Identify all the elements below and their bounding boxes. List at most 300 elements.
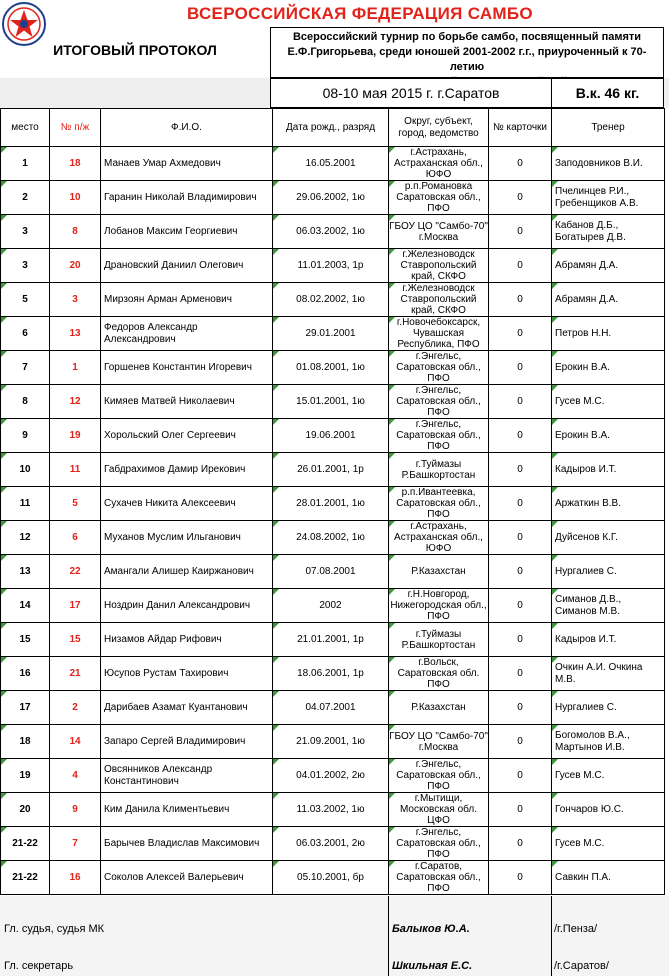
comment-marker-icon	[389, 793, 395, 799]
cell-num	[50, 827, 101, 861]
fio-value: Барычев Владислав Максимович	[104, 837, 260, 849]
region-value: г.Энгельс, Саратовская обл., ПФО	[396, 827, 481, 860]
table-row	[1, 181, 665, 215]
coach-value: Заподовников В.И.	[555, 157, 643, 169]
cell-num	[50, 419, 101, 453]
col-dob-header: Дата рожд., разряд	[273, 109, 389, 147]
cell-fio	[101, 487, 273, 521]
comment-marker-icon	[552, 249, 558, 255]
cell-dob	[273, 147, 389, 181]
place-value: 5	[22, 294, 28, 305]
cell-dob	[273, 691, 389, 725]
comment-marker-icon	[389, 385, 395, 391]
table-row	[1, 725, 665, 759]
cell-card	[489, 589, 552, 623]
region-value: р.п.Романовка Саратовская обл., ПФО	[396, 181, 481, 214]
cell-fio	[101, 453, 273, 487]
cell-place	[1, 317, 50, 351]
dob-value: 29.01.2001	[305, 328, 356, 339]
comment-marker-icon	[1, 215, 7, 221]
table-row	[1, 487, 665, 521]
comment-marker-icon	[273, 249, 279, 255]
comment-marker-icon	[389, 215, 395, 221]
comment-marker-icon	[273, 759, 279, 765]
comment-marker-icon	[389, 453, 395, 459]
cell-coach	[552, 419, 665, 453]
cell-place	[1, 351, 50, 385]
dob-value: 2002	[319, 600, 342, 611]
card-value: 0	[517, 770, 523, 781]
comment-marker-icon	[552, 657, 558, 663]
num-value: 16	[69, 872, 81, 883]
region-value: р.п.Ивантеевка, Саратовская обл., ПФО	[396, 487, 481, 520]
fio-value: Габдрахимов Дамир Ирекович	[104, 463, 246, 475]
table-row	[1, 249, 665, 283]
cell-region	[389, 589, 489, 623]
cell-card	[489, 861, 552, 895]
weight-class: В.к. 46 кг.	[551, 78, 664, 108]
comment-marker-icon	[273, 589, 279, 595]
cell-num	[50, 351, 101, 385]
fio-value: Гаранин Николай Владимирович	[104, 191, 257, 203]
cell-card	[489, 555, 552, 589]
dob-value: 16.05.2001	[305, 158, 356, 169]
coach-value: Очкин А.И. Очкина М.В.	[555, 661, 643, 685]
cell-place	[1, 691, 50, 725]
cell-num	[50, 589, 101, 623]
fio-value: Запаро Сергей Владимирович	[104, 735, 246, 747]
comment-marker-icon	[552, 181, 558, 187]
dob-value: 06.03.2002, 1ю	[296, 226, 365, 237]
comment-marker-icon	[389, 555, 395, 561]
card-value: 0	[517, 158, 523, 169]
table-row	[1, 827, 665, 861]
cell-fio	[101, 793, 273, 827]
num-value: 5	[72, 498, 78, 509]
comment-marker-icon	[552, 215, 558, 221]
table-row	[1, 623, 665, 657]
cell-region	[389, 249, 489, 283]
chief-judge-label: Гл. судья, судья МК	[4, 923, 105, 935]
table-row	[1, 589, 665, 623]
cell-region	[389, 521, 489, 555]
cell-region	[389, 759, 489, 793]
cell-dob	[273, 351, 389, 385]
comment-marker-icon	[552, 759, 558, 765]
cell-place	[1, 283, 50, 317]
coach-value: Гусев М.С.	[555, 769, 605, 781]
cell-fio	[101, 589, 273, 623]
tournament-line-1: Всероссийский турнир по борьбе самбо, посвященный памяти	[292, 31, 642, 43]
coach-value: Кадыров И.Т.	[555, 463, 617, 475]
fio-value: Соколов Алексей Валерьевич	[104, 871, 244, 883]
cell-num	[50, 487, 101, 521]
cell-fio	[101, 317, 273, 351]
dob-value: 08.02.2002, 1ю	[296, 294, 365, 305]
table-row	[1, 283, 665, 317]
card-value: 0	[517, 498, 523, 509]
comment-marker-icon	[1, 793, 7, 799]
card-value: 0	[517, 328, 523, 339]
cell-num	[50, 521, 101, 555]
cell-place	[1, 385, 50, 419]
chief-judge-name: Балыков Ю.А.	[392, 923, 470, 935]
cell-card	[489, 657, 552, 691]
footer-divider	[388, 896, 389, 976]
comment-marker-icon	[389, 487, 395, 493]
comment-marker-icon	[389, 181, 395, 187]
coach-value: Дуйсенов К.Г.	[555, 531, 618, 543]
place-value: 6	[22, 328, 28, 339]
cell-coach	[552, 215, 665, 249]
col-card-header: № карточки	[489, 109, 552, 147]
date-place: 08-10 мая 2015 г. г.Саратов	[270, 78, 552, 108]
fio-value: Низамов Айдар Рифович	[104, 633, 222, 645]
region-value: г.Железноводск Ставропольский край, СКФО	[400, 283, 477, 316]
fio-value: Ким Данила Климентьевич	[104, 803, 230, 815]
num-value: 3	[72, 294, 78, 305]
cell-place	[1, 827, 50, 861]
cell-card	[489, 453, 552, 487]
card-value: 0	[517, 362, 523, 373]
table-body	[1, 147, 665, 895]
coach-value: Абрамян Д.А.	[555, 293, 619, 305]
cell-card	[489, 827, 552, 861]
num-value: 4	[72, 770, 78, 781]
cell-num	[50, 861, 101, 895]
cell-coach	[552, 283, 665, 317]
dob-value: 21.01.2001, 1р	[297, 634, 364, 645]
cell-fio	[101, 249, 273, 283]
region-value: г.Энгельс, Саратовская обл., ПФО	[396, 419, 481, 452]
cell-region	[389, 861, 489, 895]
place-value: 21-22	[12, 872, 38, 883]
cell-num	[50, 555, 101, 589]
comment-marker-icon	[1, 759, 7, 765]
comment-marker-icon	[389, 759, 395, 765]
card-value: 0	[517, 702, 523, 713]
cell-coach	[552, 317, 665, 351]
dob-value: 04.01.2002, 2ю	[296, 770, 365, 781]
place-value: 21-22	[12, 838, 38, 849]
region-value: г.Туймазы Р.Башкортостан	[401, 458, 476, 481]
cell-fio	[101, 147, 273, 181]
place-value: 9	[22, 430, 28, 441]
comment-marker-icon	[273, 521, 279, 527]
cell-dob	[273, 419, 389, 453]
comment-marker-icon	[1, 725, 7, 731]
cell-coach	[552, 793, 665, 827]
cell-fio	[101, 657, 273, 691]
comment-marker-icon	[389, 283, 395, 289]
coach-value: Пчелинцев Р.И., Гребенщиков А.В.	[555, 185, 639, 209]
cell-coach	[552, 589, 665, 623]
comment-marker-icon	[389, 419, 395, 425]
comment-marker-icon	[1, 589, 7, 595]
cell-coach	[552, 861, 665, 895]
region-value: г.Астрахань, Астраханская обл., ЮФО	[394, 147, 483, 180]
card-value: 0	[517, 226, 523, 237]
cell-region	[389, 725, 489, 759]
fio-value: Овсянников Александр Константинович	[104, 763, 213, 787]
federation-logo	[2, 2, 46, 46]
fio-value: Амангали Алишер Каиржанович	[104, 565, 254, 577]
dob-value: 11.01.2003, 1р	[297, 260, 364, 271]
protocol-title: ИТОГОВЫЙ ПРОТОКОЛ	[53, 42, 217, 58]
place-value: 19	[19, 770, 31, 781]
cell-coach	[552, 385, 665, 419]
cell-place	[1, 725, 50, 759]
cell-fio	[101, 555, 273, 589]
comment-marker-icon	[389, 521, 395, 527]
secretary-name: Шкильная Е.С.	[392, 960, 473, 972]
cell-place	[1, 861, 50, 895]
place-value: 18	[19, 736, 31, 747]
comment-marker-icon	[389, 249, 395, 255]
cell-coach	[552, 351, 665, 385]
coach-value: Абрамян Д.А.	[555, 259, 619, 271]
region-value: г.Астрахань, Астраханская обл., ЮФО	[394, 521, 483, 554]
col-region-header: Округ, субъект, город, ведомство	[389, 109, 489, 147]
cell-card	[489, 691, 552, 725]
cell-place	[1, 215, 50, 249]
comment-marker-icon	[389, 691, 395, 697]
cell-card	[489, 793, 552, 827]
cell-place	[1, 589, 50, 623]
cell-dob	[273, 589, 389, 623]
cell-region	[389, 419, 489, 453]
cell-card	[489, 283, 552, 317]
region-value: ГБОУ ЦО "Самбо-70" г.Москва	[389, 220, 488, 243]
card-value: 0	[517, 430, 523, 441]
cell-dob	[273, 249, 389, 283]
coach-value: Ерокин В.А.	[555, 361, 610, 373]
cell-dob	[273, 453, 389, 487]
cell-card	[489, 521, 552, 555]
cell-fio	[101, 181, 273, 215]
comment-marker-icon	[273, 453, 279, 459]
card-value: 0	[517, 600, 523, 611]
cell-num	[50, 249, 101, 283]
table-row	[1, 861, 665, 895]
cell-dob	[273, 317, 389, 351]
fio-value: Сухачев Никита Алексеевич	[104, 497, 236, 509]
cell-place	[1, 521, 50, 555]
comment-marker-icon	[1, 419, 7, 425]
comment-marker-icon	[552, 351, 558, 357]
cell-num	[50, 691, 101, 725]
num-value: 10	[69, 192, 81, 203]
table-row	[1, 793, 665, 827]
cell-num	[50, 147, 101, 181]
federation-title: ВСЕРОССИЙСКАЯ ФЕДЕРАЦИЯ САМБО	[187, 4, 533, 23]
cell-region	[389, 351, 489, 385]
coach-value: Гончаров Ю.С.	[555, 803, 624, 815]
fio-value: Горшенев Константин Игоревич	[104, 361, 252, 373]
table-row	[1, 419, 665, 453]
cell-fio	[101, 861, 273, 895]
num-value: 2	[72, 702, 78, 713]
comment-marker-icon	[389, 317, 395, 323]
cell-coach	[552, 453, 665, 487]
cell-num	[50, 657, 101, 691]
comment-marker-icon	[273, 317, 279, 323]
tournament-line-2: Е.Ф.Григорьева, среди юношей 2001-2002 г.г., приуроченный к 70-летию	[287, 46, 647, 73]
region-value: Р.Казахстан	[411, 566, 466, 577]
comment-marker-icon	[273, 657, 279, 663]
card-value: 0	[517, 566, 523, 577]
num-value: 1	[72, 362, 78, 373]
cell-coach	[552, 555, 665, 589]
fio-value: Манаев Умар Ахмедович	[104, 157, 221, 169]
comment-marker-icon	[1, 555, 7, 561]
coach-value: Ерокин В.А.	[555, 429, 610, 441]
comment-marker-icon	[552, 419, 558, 425]
cell-num	[50, 385, 101, 419]
comment-marker-icon	[1, 181, 7, 187]
table-row	[1, 657, 665, 691]
num-value: 20	[69, 260, 81, 271]
comment-marker-icon	[552, 861, 558, 867]
card-value: 0	[517, 838, 523, 849]
comment-marker-icon	[552, 521, 558, 527]
table-row	[1, 521, 665, 555]
cell-fio	[101, 351, 273, 385]
cell-place	[1, 793, 50, 827]
coach-value: Симанов Д.В., Симанов М.В.	[555, 593, 622, 617]
place-value: 16	[19, 668, 31, 679]
comment-marker-icon	[552, 385, 558, 391]
table-row	[1, 351, 665, 385]
region-value: г.Железноводск Ставропольский край, СКФО	[400, 249, 477, 282]
cell-num	[50, 215, 101, 249]
comment-marker-icon	[1, 453, 7, 459]
cell-coach	[552, 657, 665, 691]
comment-marker-icon	[273, 691, 279, 697]
comment-marker-icon	[1, 283, 7, 289]
num-value: 14	[69, 736, 81, 747]
cell-place	[1, 181, 50, 215]
comment-marker-icon	[273, 181, 279, 187]
cell-region	[389, 623, 489, 657]
cell-card	[489, 725, 552, 759]
comment-marker-icon	[552, 827, 558, 833]
card-value: 0	[517, 192, 523, 203]
region-value: г.Новочебоксарск, Чувашская Республика, ПФО	[396, 317, 481, 350]
comment-marker-icon	[273, 827, 279, 833]
cell-dob	[273, 555, 389, 589]
coach-value: Петров Н.Н.	[555, 327, 612, 339]
cell-place	[1, 555, 50, 589]
region-value: ГБОУ ЦО "Самбо-70" г.Москва	[389, 730, 488, 753]
dob-value: 05.10.2001, бр	[297, 872, 364, 883]
cell-num	[50, 623, 101, 657]
comment-marker-icon	[389, 861, 395, 867]
chief-judge-city: /г.Пенза/	[554, 923, 598, 935]
comment-marker-icon	[273, 385, 279, 391]
table-row	[1, 215, 665, 249]
cell-fio	[101, 691, 273, 725]
cell-region	[389, 215, 489, 249]
place-value: 2	[22, 192, 28, 203]
cell-dob	[273, 487, 389, 521]
dob-value: 01.08.2001, 1ю	[296, 362, 365, 373]
coach-value: Гусев М.С.	[555, 395, 605, 407]
comment-marker-icon	[389, 657, 395, 663]
comment-marker-icon	[552, 793, 558, 799]
fio-value: Лобанов Максим Георгиевич	[104, 225, 238, 237]
cell-place	[1, 487, 50, 521]
comment-marker-icon	[552, 283, 558, 289]
place-value: 17	[19, 702, 31, 713]
table-row	[1, 147, 665, 181]
fio-value: Юсупов Рустам Тахирович	[104, 667, 229, 679]
comment-marker-icon	[1, 521, 7, 527]
table-header-row	[1, 109, 665, 147]
coach-value: Кадыров И.Т.	[555, 633, 617, 645]
cell-dob	[273, 793, 389, 827]
num-value: 13	[69, 328, 81, 339]
region-value: г.Саратов, Саратовская обл., ПФО	[396, 861, 481, 894]
comment-marker-icon	[1, 147, 7, 153]
card-value: 0	[517, 668, 523, 679]
tournament-description	[270, 27, 664, 78]
region-value: г.Энгельс, Саратовская обл., ПФО	[396, 759, 481, 792]
coach-value: Аржаткин В.В.	[555, 497, 622, 509]
cell-num	[50, 181, 101, 215]
cell-coach	[552, 827, 665, 861]
comment-marker-icon	[1, 691, 7, 697]
cell-place	[1, 759, 50, 793]
cell-place	[1, 147, 50, 181]
place-value: 15	[19, 634, 31, 645]
dob-value: 07.08.2001	[305, 566, 356, 577]
cell-region	[389, 147, 489, 181]
comment-marker-icon	[1, 827, 7, 833]
region-value: г.Энгельс, Саратовская обл., ПФО	[396, 351, 481, 384]
cell-card	[489, 759, 552, 793]
place-value: 20	[19, 804, 31, 815]
cell-region	[389, 793, 489, 827]
dob-value: 15.01.2001, 1ю	[296, 396, 365, 407]
col-coach-header: Тренер	[552, 109, 665, 147]
coach-value: Кабанов Д.Б., Богатырев Д.В.	[555, 219, 626, 243]
cell-card	[489, 215, 552, 249]
num-value: 6	[72, 532, 78, 543]
dob-value: 11.03.2002, 1ю	[296, 804, 365, 815]
cell-region	[389, 283, 489, 317]
cell-dob	[273, 215, 389, 249]
footer-divider	[551, 896, 552, 976]
cell-card	[489, 147, 552, 181]
fio-value: Драновский Даниил Олегович	[104, 259, 244, 271]
comment-marker-icon	[552, 623, 558, 629]
cell-dob	[273, 623, 389, 657]
comment-marker-icon	[552, 147, 558, 153]
cell-dob	[273, 725, 389, 759]
comment-marker-icon	[389, 351, 395, 357]
card-value: 0	[517, 396, 523, 407]
table-row	[1, 759, 665, 793]
cell-card	[489, 487, 552, 521]
cell-dob	[273, 385, 389, 419]
table-row	[1, 385, 665, 419]
region-value: г.Вольск, Саратовская обл. ПФО	[397, 657, 480, 690]
cell-place	[1, 453, 50, 487]
fio-value: Кимяев Матвей Николаевич	[104, 395, 235, 407]
coach-value: Гусев М.С.	[555, 837, 605, 849]
comment-marker-icon	[273, 487, 279, 493]
